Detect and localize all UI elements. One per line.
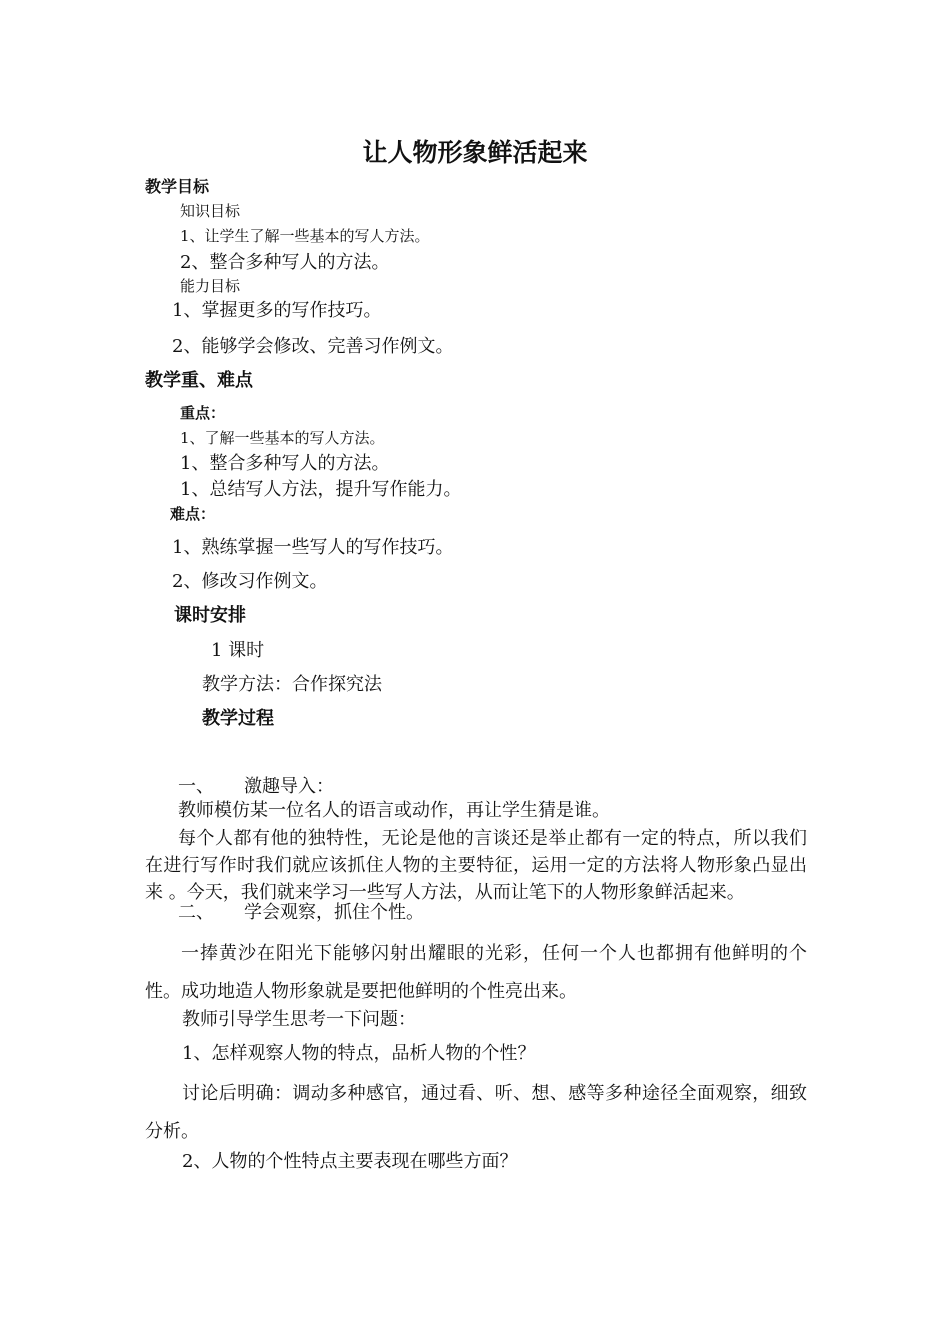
- step2-paragraph: 教师引导学生思考一下问题：: [182, 1009, 416, 1030]
- knowledge-label: 知识目标: [180, 202, 241, 220]
- objectives-heading: 教学目标: [145, 177, 210, 196]
- key-item: 1、总结写人方法，提升写作能力。: [180, 479, 462, 500]
- step2-number: 二、: [178, 902, 214, 923]
- question-1: 1、怎样观察人物的特点，品析人物的个性？: [182, 1043, 536, 1064]
- step1-paragraph: 每个人都有他的独特性，无论是他的言谈还是举止都有一定的特点，所以我们在进行写作时我们就应该抓住人物的主要特征，运用一定的方法将人物形象凸显出来 。今天，我们就来学习一些写人方法，从而让笔下的人物形象鲜活起来。: [145, 828, 807, 903]
- question-1-answer: 讨论后明确：调动多种感官，通过看、听、想、感等多种途径全面观察，细致分析。: [145, 1083, 807, 1142]
- step1-title: 激趣导入：: [244, 776, 334, 797]
- key-item: 1、了解一些基本的写人方法。: [180, 429, 385, 447]
- knowledge-item: 2、整合多种写人的方法。: [180, 252, 390, 273]
- step1-paragraph: 教师模仿某一位名人的语言或动作，再让学生猜是谁。: [178, 800, 610, 821]
- ability-label: 能力目标: [180, 277, 241, 295]
- difficult-item: 2、修改习作例文。: [172, 571, 328, 592]
- schedule-heading: 课时安排: [174, 605, 246, 626]
- step2-paragraph: 一捧黄沙在阳光下能够闪射出耀眼的光彩，任何一个人也都拥有他鲜明的个性。成功地造人物形象就是要把他鲜明的个性亮出来。: [145, 943, 807, 1002]
- key-item: 1、整合多种写人的方法。: [180, 453, 390, 474]
- step2-title: 学会观察，抓住个性。: [244, 902, 424, 923]
- key-label: 重点：: [180, 404, 226, 422]
- difficult-item: 1、熟练掌握一些写人的写作技巧。: [172, 537, 454, 558]
- difficult-label: 难点：: [170, 505, 216, 523]
- ability-item: 2、能够学会修改、完善习作例文。: [172, 336, 454, 357]
- question-2: 2、人物的个性特点主要表现在哪些方面？: [182, 1151, 518, 1172]
- ability-item: 1、掌握更多的写作技巧。: [172, 300, 382, 321]
- class-hours: 1 课时: [211, 640, 265, 661]
- key-points-heading: 教学重、难点: [145, 370, 253, 391]
- teaching-method: 教学方法：合作探究法: [202, 674, 382, 695]
- document-title: 让人物形象鲜活起来: [362, 138, 588, 167]
- process-heading: 教学过程: [202, 708, 274, 729]
- knowledge-item: 1、让学生了解一些基本的写人方法。: [180, 227, 430, 245]
- step1-number: 一、: [178, 776, 214, 797]
